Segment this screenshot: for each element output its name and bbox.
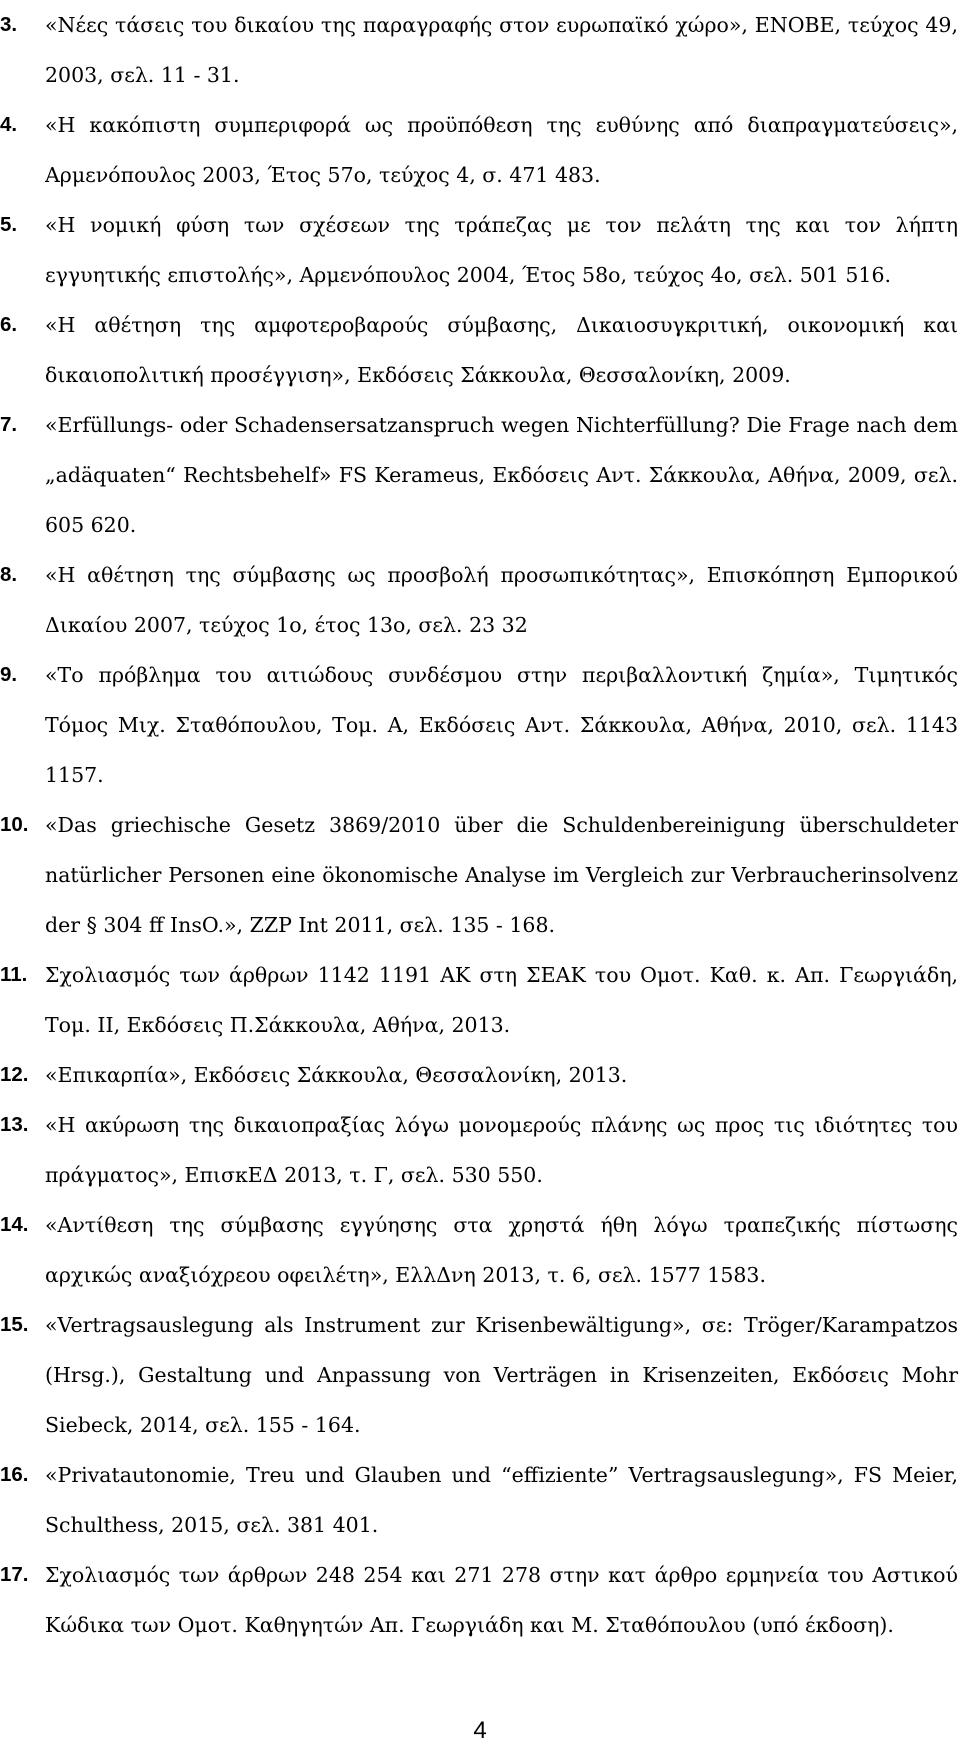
list-item — [0, 550, 960, 650]
list-item — [0, 1300, 960, 1450]
entry-text: «Erfüllungs- oder Schadensersatzanspruch wegen Nichterfüllung? Die Frage nach dem „adäquaten“ Rechtsbehelf» FS Kerameus, Εκδόσεις Αντ. Σάκκουλα, Αθήνα, 2009, σελ. 605 620. — [45, 413, 958, 537]
list-item — [0, 1100, 960, 1200]
entry-text: «Η κακόπιστη συμπεριφορά ως προϋπόθεση της ευθύνης από διαπραγματεύσεις», Αρμενόπουλος 2003, Έτος 57ο, τεύχος 4, σ. 471 483. — [45, 113, 958, 187]
entry-number: 12. — [0, 1063, 29, 1086]
entry-number: 5. — [0, 213, 18, 236]
list-item — [0, 1200, 960, 1300]
entry-number: 10. — [0, 813, 29, 836]
entry-text: «Επικαρπία», Εκδόσεις Σάκκουλα, Θεσσαλονίκη, 2013. — [45, 1063, 628, 1087]
entry-number: 16. — [0, 1463, 29, 1486]
entry-text: «Το πρόβλημα του αιτιώδους συνδέσμου στην περιβαλλοντική ζημία», Τιμητικός Τόμος Μιχ. Σταθόπουλου, Τομ. Α, Εκδόσεις Αντ. Σάκκουλα, Αθήνα, 2010, σελ. 1143 1157. — [45, 663, 958, 787]
list-item — [0, 1450, 960, 1550]
entry-text: «Νέες τάσεις του δικαίου της παραγραφής στον ευρωπαϊκό χώρο», ΕΝΟΒΕ, τεύχος 49, 2003, σελ. 11 - 31. — [45, 13, 958, 87]
list-item — [0, 950, 960, 1050]
entry-text: «Η αθέτηση της σύμβασης ως προσβολή προσωπικότητας», Επισκόπηση Εμπορικού Δικαίου 2007, τεύχος 1ο, έτος 13ο, σελ. 23 32 — [45, 563, 958, 637]
entry-number: 15. — [0, 1313, 29, 1336]
entry-text: «Privatautonomie, Treu und Glauben und “effiziente” Vertragsauslegung», FS Meier, Schulthess, 2015, σελ. 381 401. — [45, 1463, 958, 1537]
entry-number: 4. — [0, 113, 18, 136]
entry-number: 7. — [0, 413, 18, 436]
entry-text: Σχολιασμός των άρθρων 248 254 και 271 278 στην κατ άρθρο ερμηνεία του Αστικού Κώδικα των Ομοτ. Καθηγητών Απ. Γεωργιάδη και Μ. Σταθόπουλου (υπό έκδοση). — [45, 1563, 958, 1637]
entry-number: 8. — [0, 563, 18, 586]
list-item — [0, 1050, 960, 1100]
list-item — [0, 650, 960, 800]
list-item — [0, 300, 960, 400]
list-item — [0, 400, 960, 550]
entry-number: 14. — [0, 1213, 29, 1236]
entry-text: «Η αθέτηση της αμφοτεροβαρούς σύμβασης, Δικαιοσυγκριτική, οικονομική και δικαιοπολιτική προσέγγιση», Εκδόσεις Σάκκουλα, Θεσσαλονίκη, 2009. — [45, 313, 958, 387]
list-item — [0, 100, 960, 200]
entry-number: 6. — [0, 313, 18, 336]
list-item — [0, 0, 960, 100]
entry-text: «Vertragsauslegung als Instrument zur Krisenbewältigung», σε: Tröger/Karampatzos (Hrsg.), Gestaltung und Anpassung von Verträgen in Krisenzeiten, Εκδόσεις Mohr Siebeck, 2014, σελ. 155 - 164. — [45, 1313, 958, 1437]
entry-text: Σχολιασμός των άρθρων 1142 1191 ΑΚ στη ΣΕΑΚ του Ομοτ. Καθ. κ. Απ. Γεωργιάδη, Τομ. ΙΙ, Εκδόσεις Π.Σάκκουλα, Αθήνα, 2013. — [45, 963, 958, 1037]
list-item — [0, 200, 960, 300]
entry-number: 13. — [0, 1113, 29, 1136]
entry-text: «Η νομική φύση των σχέσεων της τράπεζας με τον πελάτη της και τον λήπτη εγγυητικής επιστολής», Αρμενόπουλος 2004, Έτος 58ο, τεύχος 4ο, σελ. 501 516. — [45, 213, 958, 287]
entry-text: «Das griechische Gesetz 3869/2010 über die Schuldenbereinigung überschuldeter natürlicher Personen eine ökonomische Analyse im Vergleich zur Verbraucherinsolvenz der § 304 ff InsO.», ZZP Int 2011, σελ. 135 - 168. — [45, 813, 958, 937]
entry-number: 3. — [0, 13, 18, 36]
page-number: 4 — [473, 1717, 487, 1744]
list-item — [0, 1550, 960, 1650]
list-item — [0, 800, 960, 950]
entry-number: 9. — [0, 663, 18, 686]
entry-text: «Η ακύρωση της δικαιοπραξίας λόγω μονομερούς πλάνης ως προς τις ιδιότητες του πράγματος», ΕπισκΕΔ 2013, τ. Γ, σελ. 530 550. — [45, 1113, 958, 1187]
entry-number: 17. — [0, 1563, 29, 1586]
entry-number: 11. — [0, 963, 28, 986]
entry-text: «Αντίθεση της σύμβασης εγγύησης στα χρηστά ήθη λόγω τραπεζικής πίστωσης αρχικώς αναξιόχρεου οφειλέτη», ΕλλΔνη 2013, τ. 6, σελ. 1577 1583. — [45, 1213, 958, 1287]
